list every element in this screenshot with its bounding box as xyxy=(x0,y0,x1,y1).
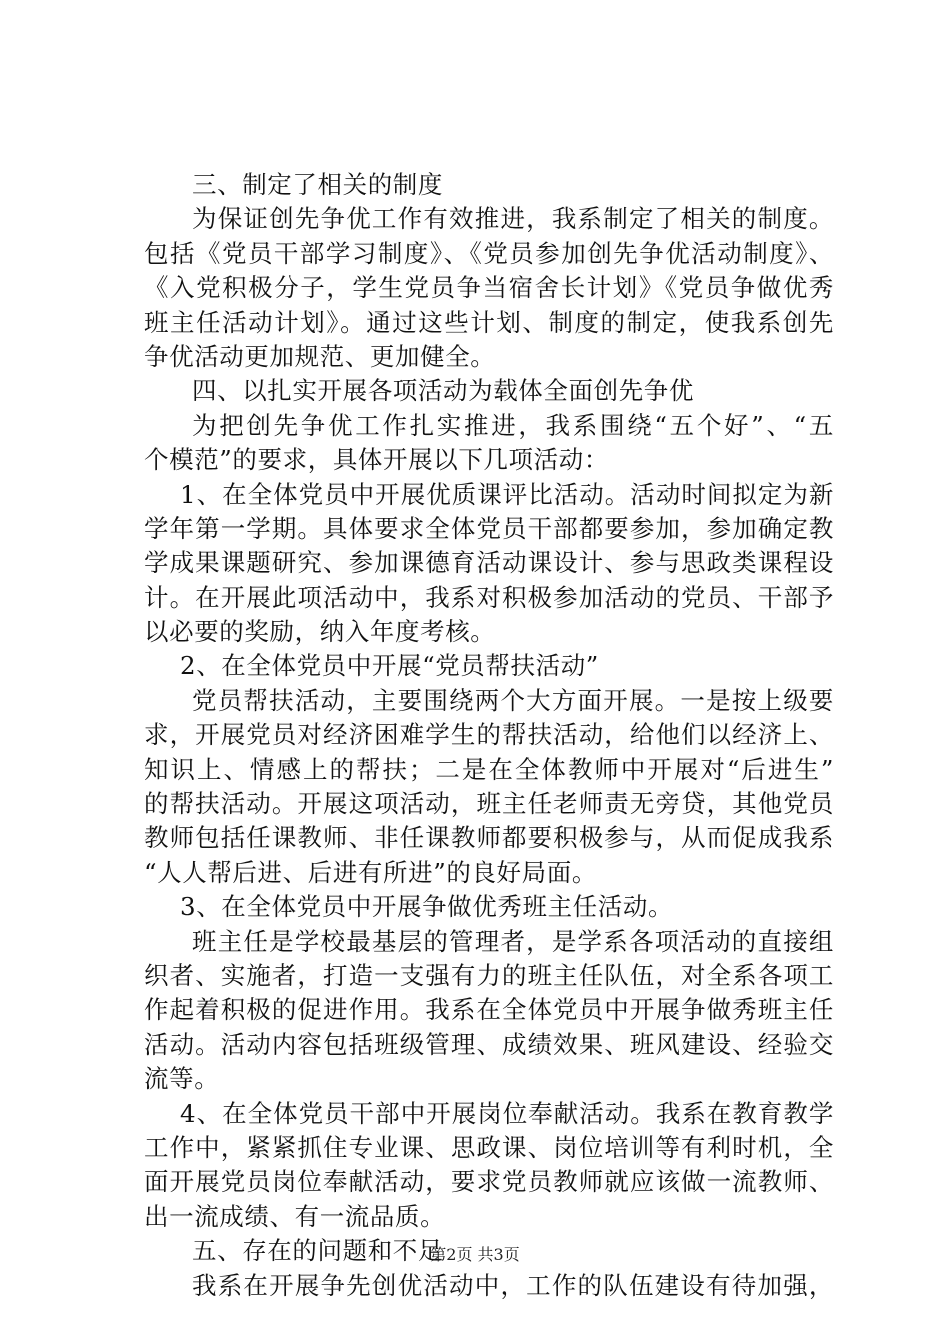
text-line: 工作中，紧紧抓住专业课、思政课、岗位培训等有利时机，全 xyxy=(144,1132,834,1162)
text-line: 班主任是学校最基层的管理者，是学系各项活动的直接组 xyxy=(192,926,834,956)
text-line: 我系在开展争先创优活动中，工作的队伍建设有待加强， xyxy=(192,1270,834,1300)
text-line: 面开展党员岗位奉献活动，要求党员教师就应该做一流教师、 xyxy=(144,1167,834,1197)
text-line: 4、在全体党员干部中开展岗位奉献活动。我系在教育教学 xyxy=(180,1098,834,1128)
text-line: 包括《党员干部学习制度》、《党员参加创先争优活动制度》、 xyxy=(144,238,834,268)
text-line: 计。在开展此项活动中，我系对积极参加活动的党员、干部予 xyxy=(144,582,834,612)
text-line: 为保证创先争优工作有效推进，我系制定了相关的制度。 xyxy=(192,204,834,234)
text-line: 1、在全体党员中开展优质课评比活动。活动时间拟定为新 xyxy=(180,479,834,509)
text-line: 3、在全体党员中开展争做优秀班主任活动。 xyxy=(180,892,674,922)
text-line: 知识上、情感上的帮扶；二是在全体教师中开展对“后进生” xyxy=(144,754,834,784)
text-line: 活动。活动内容包括班级管理、成绩效果、班风建设、经验交 xyxy=(144,1029,834,1059)
text-line: 学成果课题研究、参加课德育活动课设计、参与思政类课程设 xyxy=(144,548,834,578)
text-line: 求，开展党员对经济困难学生的帮扶活动，给他们以经济上、 xyxy=(144,720,834,750)
document-body xyxy=(144,168,834,1303)
text-line: 流等。 xyxy=(144,1064,220,1094)
text-line: 班主任活动计划》。通过这些计划、制度的制定，使我系创先 xyxy=(144,307,834,337)
text-line: 四、以扎实开展各项活动为载体全面创先争优 xyxy=(192,376,694,406)
text-line: 三、制定了相关的制度 xyxy=(192,170,443,199)
text-line: 以必要的奖励，纳入年度考核。 xyxy=(144,617,496,647)
page-footer: 第2页 共3页 xyxy=(430,1245,520,1264)
text-line: 《入党积极分子，学生党员争当宿舍长计划》《党员争做优秀 xyxy=(144,273,834,303)
text-line: 学年第一学期。具体要求全体党员干部都要参加，参加确定教 xyxy=(144,513,834,543)
text-line: 五、存在的问题和不足 xyxy=(192,1236,443,1266)
text-line: 教师包括任课教师、非任课教师都要积极参与，从而促成我系 xyxy=(144,823,834,853)
text-line: 作起着积极的促进作用。我系在全体党员中开展争做秀班主任 xyxy=(144,995,834,1025)
text-line: “人人帮后进、后进有所进”的良好局面。 xyxy=(144,857,597,887)
text-line: 个模范”的要求，具体开展以下几项活动： xyxy=(144,445,609,475)
text-line: 为把创先争优工作扎实推进，我系围绕“五个好”、“五 xyxy=(192,410,834,440)
text-line: 出一流成绩、有一流品质。 xyxy=(144,1201,446,1231)
text-line: 争优活动更加规范、更加健全。 xyxy=(144,341,496,371)
text-line: 织者、实施者，打造一支强有力的班主任队伍，对全系各项工 xyxy=(144,960,834,990)
text-line: 的帮扶活动。开展这项活动，班主任老师责无旁贷，其他党员 xyxy=(144,789,834,819)
text-line: 2、在全体党员中开展“党员帮扶活动” xyxy=(180,651,599,681)
text-line: 党员帮扶活动，主要围绕两个大方面开展。一是按上级要 xyxy=(192,685,834,715)
